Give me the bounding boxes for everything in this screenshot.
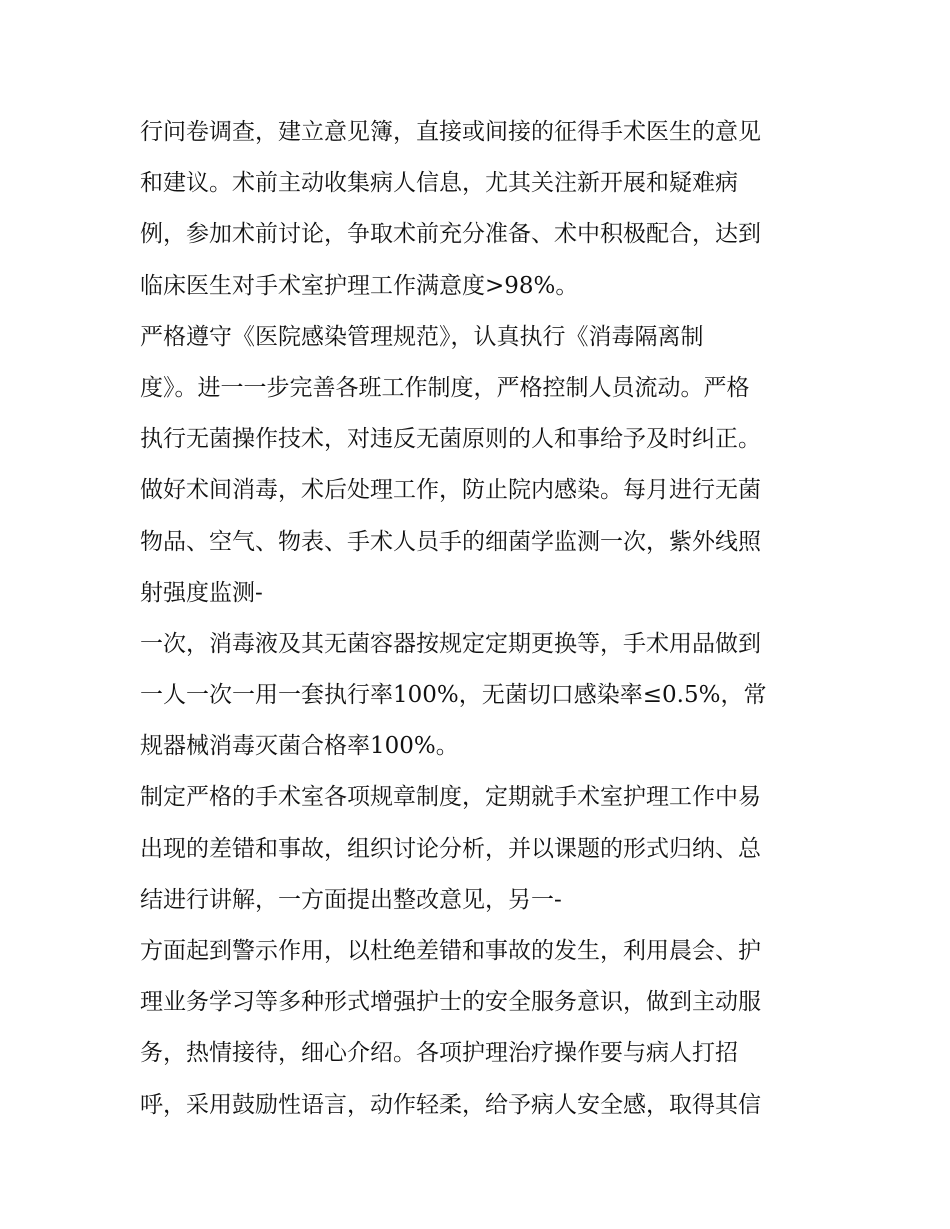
text-line: 规器械消毒灭菌合格率100%。 xyxy=(140,733,459,760)
text-line: 一人一次一用一套执行率100%，无菌切口感染率≤0.5%，常 xyxy=(140,682,767,709)
text-line: 行问卷调查，建立意见簿，直接或间接的征得手术医生的意见 xyxy=(140,119,761,145)
text-line: 度》。进一一步完善各班工作制度，严格控制人员流动。严格 xyxy=(140,374,750,401)
text-line: 理业务学习等多种形式增强护士的安全服务意识，做到主动服 xyxy=(140,989,761,1016)
text-line: 制定严格的手术室各项规章制度，定期就手术室护理工作中易 xyxy=(140,784,761,811)
text-line: 严格遵守《医院感染管理规范》，认真执行《消毒隔离制 xyxy=(140,323,704,350)
text-line: 射强度监测- xyxy=(140,579,263,606)
text-line: 务，热情接待，细心介绍。各项护理治疗操作要与病人打招 xyxy=(140,1040,738,1067)
text-line: 出现的差错和事故，组织讨论分析，并以课题的形式归纳、总 xyxy=(140,835,761,862)
text-line: 结进行讲解，一方面提出整改意见，另一- xyxy=(140,886,562,913)
text-line: 执行无菌操作技术，对违反无菌原则的人和事给予及时纠正。 xyxy=(140,426,761,453)
text-line: 物品、空气、物表、手术人员手的细菌学监测一次，紫外线照 xyxy=(140,528,761,555)
body-text xyxy=(140,107,840,1131)
text-line: 做好术间消毒，术后处理工作，防止院内感染。每月进行无菌 xyxy=(140,477,761,504)
text-line: 一次，消毒液及其无菌容器按规定定期更换等，手术用品做到 xyxy=(140,630,761,657)
text-line: 方面起到警示作用，以杜绝差错和事故的发生，利用晨会、护 xyxy=(140,938,761,964)
text-line: 临床医生对手术室护理工作满意度>98%。 xyxy=(140,272,579,299)
text-line: 呼，采用鼓励性语言，动作轻柔，给予病人安全感，取得其信 xyxy=(140,1091,761,1118)
text-line: 和建议。术前主动收集病人信息，尤其关注新开展和疑难病 xyxy=(140,170,738,197)
text-line: 例，参加术前讨论，争取术前充分准备、术中积极配合，达到 xyxy=(140,221,761,248)
